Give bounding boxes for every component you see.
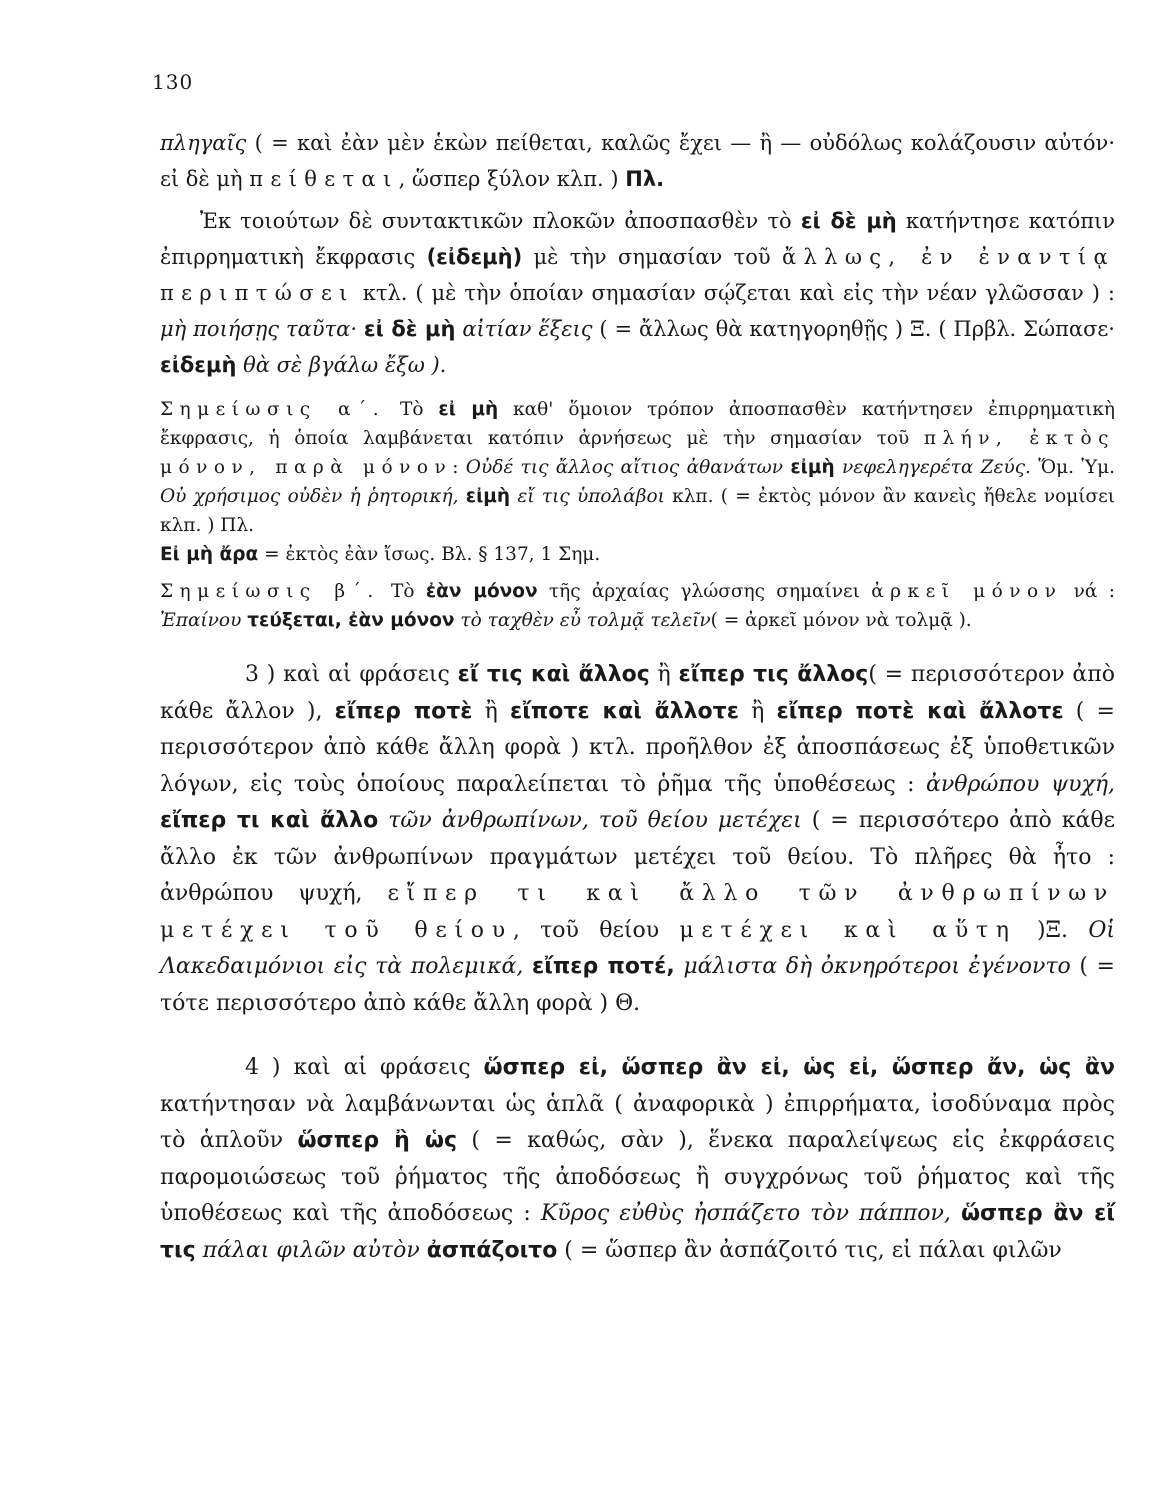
paragraph-continuation: πληγαῖς ( = καὶ ἐὰν μὲν ἑκὼν πείθεται, καλῶς ἔχει — ἢ — οὐδόλως κολάζουσιν αὐτόν· εἰ δὲ μὴ πείθεται, ὥσπερ ξύλον κλπ. ) Πλ.	[160, 131, 1115, 191]
paragraph-eidemi: Ἐκ τοιούτων δὲ συντακτικῶν πλοκῶν ἀποσπασθὲν τὸ εἰ δὲ μὴ κατήντησε κατόπιν ἐπιρρηματικὴ ἔκφρασις (εἰδεμὴ) μὲ τὴν σημασίαν τοῦ ἄλλως, ἐν ἐναντίᾳ περιπτώσει κτλ. ( μὲ τὴν ὁποίαν σημασίαν σῴζεται καὶ εἰς τὴν νέαν γλῶσσαν ) : μὴ ποιήσῃς ταῦτα· εἰ δὲ μὴ αἰτίαν ἕξεις ( = ἄλλως θὰ κατηγορηθῇς ) Ξ. ( Πρβλ. Σώπασε· εἰδεμὴ θὰ σὲ βγάλω ἔξω ).	[160, 209, 1116, 377]
section-4: 4 ) καὶ αἱ φράσεις ὥσπερ εἰ, ὥσπερ ἂν εἰ, ὡς εἰ, ὥσπερ ἄν, ὡς ἂν κατήντησαν νὰ λαμβάνωνται ὡς ἁπλᾶ ( ἀναφορικὰ ) ἐπιρρήματα, ἰσοδύναμα πρὸς τὸ ἁπλοῦν ὥσπερ ἢ ὡς ( = καθώς, σὰν ), ἕνεκα παραλείψεως εἰς ἐκφράσεις παρομοιώσεως τοῦ ῥήματος τῆς ἀποδόσεως ἢ συγχρόνως τοῦ ῥήματος καὶ τῆς ὑποθέσεως καὶ τῆς ἀποδόσεως : Κῦρος εὐθὺς ἠσπάζετο τὸν πάππον, ὥσπερ ἂν εἴ τις πάλαι φιλῶν αὐτὸν ἀσπάζοιτο ( = ὥσπερ ἂν ἀσπάζοιτό τις, εἰ πάλαι φιλῶν	[160, 1055, 1116, 1263]
section-3: 3 ) καὶ αἱ φράσεις εἴ τις καὶ ἄλλος ἢ εἴπερ τις ἄλλος( = περισσότερον ἀπὸ κάθε ἄλλον ), εἴπερ ποτὲ ἢ εἴποτε καὶ ἄλλοτε ἢ εἴπερ ποτὲ καὶ ἄλλοτε ( = περισσότερον ἀπὸ κάθε ἄλλη φορὰ ) κτλ. προῆλθον ἐξ ἀποσπάσεως ἐξ ὑποθετικῶν λόγων, εἰς τοὺς ὁποίους παραλείπεται τὸ ῥῆμα τῆς ὑποθέσεως : ἀνθρώπου ψυχή, εἴπερ τι καὶ ἄλλο τῶν ἀνθρωπίνων, τοῦ θείου μετέχει ( = περισσότερο ἀπὸ κάθε ἄλλο ἐκ τῶν ἀνθρωπίνων πραγμάτων μετέχει τοῦ θείου. Τὸ πλῆρες θὰ ἦτο : ἀνθρώπου ψυχή, εἴπερ τι καὶ ἄλλο τῶν ἀνθρωπίνων μετέχει τοῦ θείου, τοῦ θείου μετέχει καὶ αὕτη )Ξ. Οἱ Λακεδαιμόνιοι εἰς τὰ πολεμικά, εἴπερ ποτέ, μάλιστα δὴ ὀκνηρότεροι ἐγένοντο ( = τότε περισσότερο ἀπὸ κάθε ἄλλη φορὰ ) Θ.	[160, 662, 1115, 1016]
page-number: 130	[152, 70, 194, 94]
body-text	[160, 125, 1115, 1269]
note-b: Σημείωσις β΄. Τὸ ἐὰν μόνον τῆς ἀρχαίας γλώσσης σημαίνει ἀρκεῖ μόνον νά : Ἐπαίνου τεύξεται, ἐὰν μόνον τὸ ταχθὲν εὖ τολμᾷ τελεῖν( = ἀρκεῖ μόνον νὰ τολμᾷ ).	[160, 581, 1115, 631]
note-a: Σημείωσις α΄. Τὸ εἰ μὴ καθ' ὅμοιον τρόπον ἀποσπασθὲν κατήντησεν ἐπιρρηματικὴ ἔκφρασις, ἡ ὁποία λαμβάνεται κατόπιν ἀρνήσεως μὲ τὴν σημασίαν τοῦ πλήν, ἐκτὸς μόνον, παρὰ μόνον: Οὐδέ τις ἄλλος αἴτιος ἀθανάτων εἰμὴ νεφεληγερέτα Ζεύς. Ὅμ. Ὑμ. Οὐ χρήσιμος οὐδὲν ἡ ῥητορική, εἰμὴ εἴ τις ὑπολάβοι κλπ. ( = ἐκτὸς μόνον ἂν κανεὶς ἤθελε νομίσει κλπ. ) Πλ. Εἰ μὴ ἄρα = ἐκτὸς ἐὰν ἴσως. Βλ. § 137, 1 Σημ.	[160, 399, 1115, 565]
